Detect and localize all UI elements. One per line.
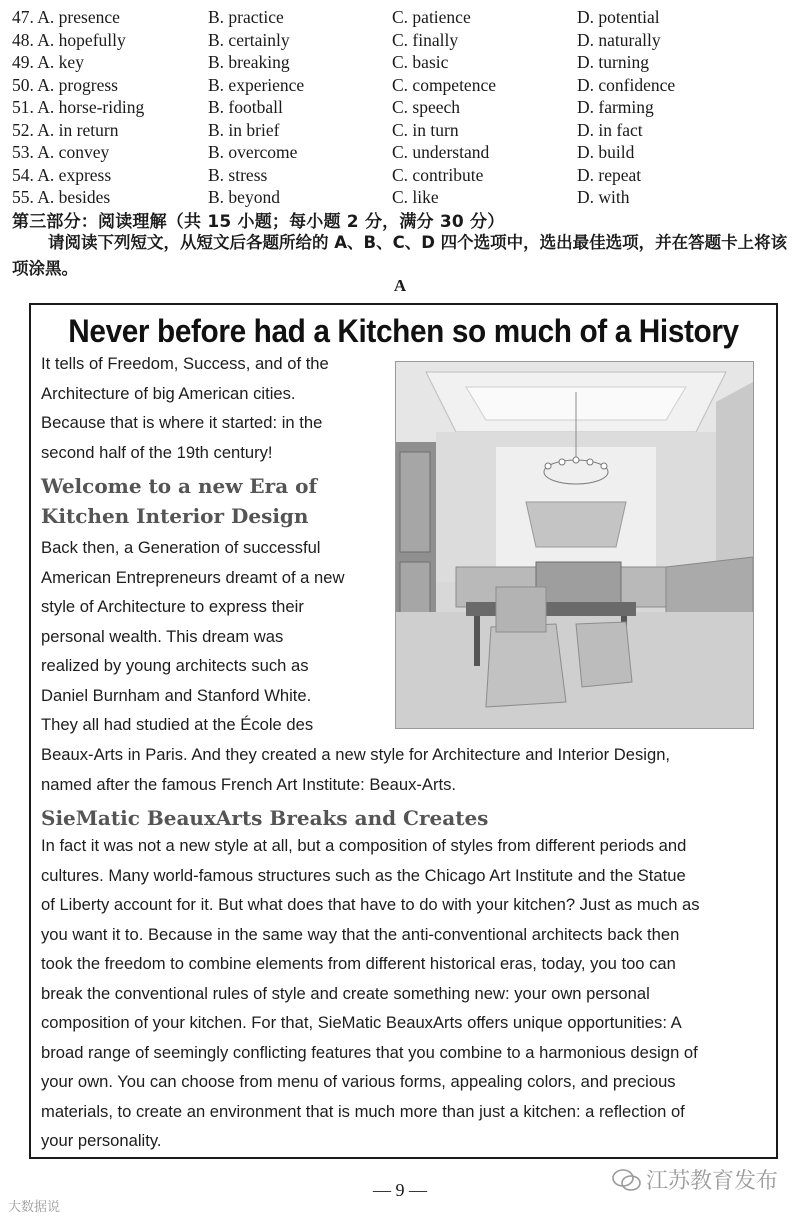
option-a: A. in return (37, 119, 119, 140)
option-b: B. experience (208, 74, 305, 95)
option-d: D. potential (577, 7, 660, 27)
question-number: 49. (12, 52, 34, 72)
option-d: D. repeat (577, 164, 642, 185)
text-line: American Entrepreneurs dreamt of a new (41, 567, 345, 587)
option-b: B. beyond (208, 187, 280, 207)
option-b: B. overcome (208, 142, 298, 162)
text-line: broad range of seemingly conflicting features that you combine to a harmonious design of (41, 1042, 698, 1062)
question-row (12, 186, 792, 209)
text-line: It tells of Freedom, Success, and of the (41, 354, 329, 373)
option-c: C. finally (392, 29, 459, 50)
paragraph-history-cont (41, 740, 771, 799)
text-line: composition of your kitchen. For that, SieMatic BeauxArts offers unique opportunities: A (41, 1013, 682, 1032)
option-c: C. like (392, 187, 439, 207)
paragraph-siematic (41, 831, 776, 1156)
text-line: took the freedom to combine elements from different historical eras, today, you too can (41, 954, 676, 973)
watermark-left: 大数据说 (8, 1200, 61, 1215)
question-number: 54. (12, 164, 34, 185)
question-row (12, 164, 792, 187)
passage-box (29, 303, 778, 1159)
subheading-siematic: SieMatic BeauxArts Breaks and Creates (41, 806, 489, 830)
question-row (12, 74, 792, 97)
page-number: — 9 — (373, 1180, 427, 1200)
text-line: Because that is where it started: in the (41, 413, 323, 432)
watermark-right (612, 1164, 778, 1195)
passage-letter: A (393, 276, 407, 295)
option-c: C. understand (392, 142, 490, 162)
question-number: 47. (12, 7, 34, 27)
option-c: C. competence (392, 74, 496, 95)
option-a: A. express (37, 164, 112, 185)
text-line: personal wealth. This dream was (41, 626, 284, 646)
option-d: D. naturally (577, 29, 661, 50)
option-a: A. progress (37, 74, 118, 95)
option-c: C. speech (392, 97, 461, 117)
text-line: Back then, a Generation of successful (41, 538, 321, 557)
option-a: A. hopefully (37, 29, 126, 50)
option-a: A. besides (37, 187, 111, 207)
text-line: Beaux-Arts in Paris. And they created a new style for Architecture and Interior Design, (41, 745, 671, 764)
option-b: B. stress (208, 164, 268, 185)
option-a: A. horse-riding (37, 97, 145, 117)
question-number: 50. (12, 74, 34, 95)
option-d: D. with (577, 187, 630, 207)
option-b: B. in brief (208, 119, 280, 140)
question-number: 48. (12, 29, 34, 50)
text-line: materials, to create an environment that is much more than just a kitchen: a reflection of (41, 1101, 685, 1121)
question-row (12, 29, 792, 52)
intro-paragraph (41, 349, 381, 467)
text-line: cultures. Many world-famous structures such as the Chicago Art Institute and the Statue (41, 865, 686, 885)
kitchen-photo (395, 361, 754, 729)
passage-title: Never before had a Kitchen so much of a History (68, 313, 739, 349)
watermark-right-text: 江苏教育发布 (645, 1169, 778, 1194)
option-d: D. confidence (577, 74, 676, 95)
text-line: your own. You can choose from menu of various forms, appealing colors, and precious (41, 1072, 676, 1091)
option-c: C. patience (392, 7, 471, 27)
option-b: B. certainly (208, 29, 290, 50)
text-line: style of Architecture to express their (41, 597, 304, 616)
choice-list (12, 6, 792, 209)
question-number: 53. (12, 142, 34, 162)
option-b: B. breaking (208, 52, 290, 72)
text-line: named after the famous French Art Institute: Beaux-Arts. (41, 774, 457, 794)
option-a: A. presence (37, 7, 120, 27)
question-row (12, 119, 792, 142)
question-row (12, 51, 792, 74)
text-line: They all had studied at the École des (41, 715, 314, 734)
question-row (12, 141, 792, 164)
option-d: D. turning (577, 52, 649, 72)
text-line: In fact it was not a new style at all, but a composition of styles from different periods and (41, 836, 687, 855)
text-line: break the conventional rules of style and create something new: your own personal (41, 983, 650, 1003)
option-c: C. in turn (392, 119, 459, 140)
option-a: A. convey (37, 142, 110, 162)
heading-line: Welcome to a new Era of (41, 474, 318, 498)
text-line: Daniel Burnham and Stanford White. (41, 685, 312, 705)
question-number: 51. (12, 97, 34, 117)
text-line: realized by young architects such as (41, 656, 309, 675)
option-d: D. farming (577, 97, 654, 117)
section-title: 第三部分：阅读理解（共 15 小题；每小题 2 分，满分 30 分） (12, 212, 505, 232)
subheading-era (41, 471, 361, 531)
question-number: 55. (12, 187, 34, 207)
text-line: of Liberty account for it. But what does that have to do with your kitchen? Just as much as (41, 895, 700, 914)
option-d: D. in fact (577, 119, 643, 140)
question-row (12, 96, 792, 119)
option-b: B. practice (208, 7, 284, 27)
section-instruction: 请阅读下列短文，从短文后各题所给的 A、B、C、D 四个选项中，选出最佳选项，并在答题卡上将该项涂黑。 (12, 233, 788, 278)
text-line: you want it to. Because in the same way that the anti-conventional architects back then (41, 924, 680, 944)
option-c: C. contribute (392, 164, 484, 185)
option-d: D. build (577, 142, 635, 162)
heading-line: Kitchen Interior Design (41, 504, 309, 528)
paragraph-history (41, 533, 381, 740)
wechat-icon (612, 1169, 642, 1191)
option-c: C. basic (392, 52, 449, 72)
text-line: Architecture of big American cities. (41, 383, 296, 403)
option-b: B. football (208, 97, 283, 117)
question-number: 52. (12, 119, 34, 140)
text-line: your personality. (41, 1131, 162, 1150)
text-line: second half of the 19th century! (41, 442, 273, 462)
question-row (12, 6, 792, 29)
option-a: A. key (37, 52, 84, 72)
